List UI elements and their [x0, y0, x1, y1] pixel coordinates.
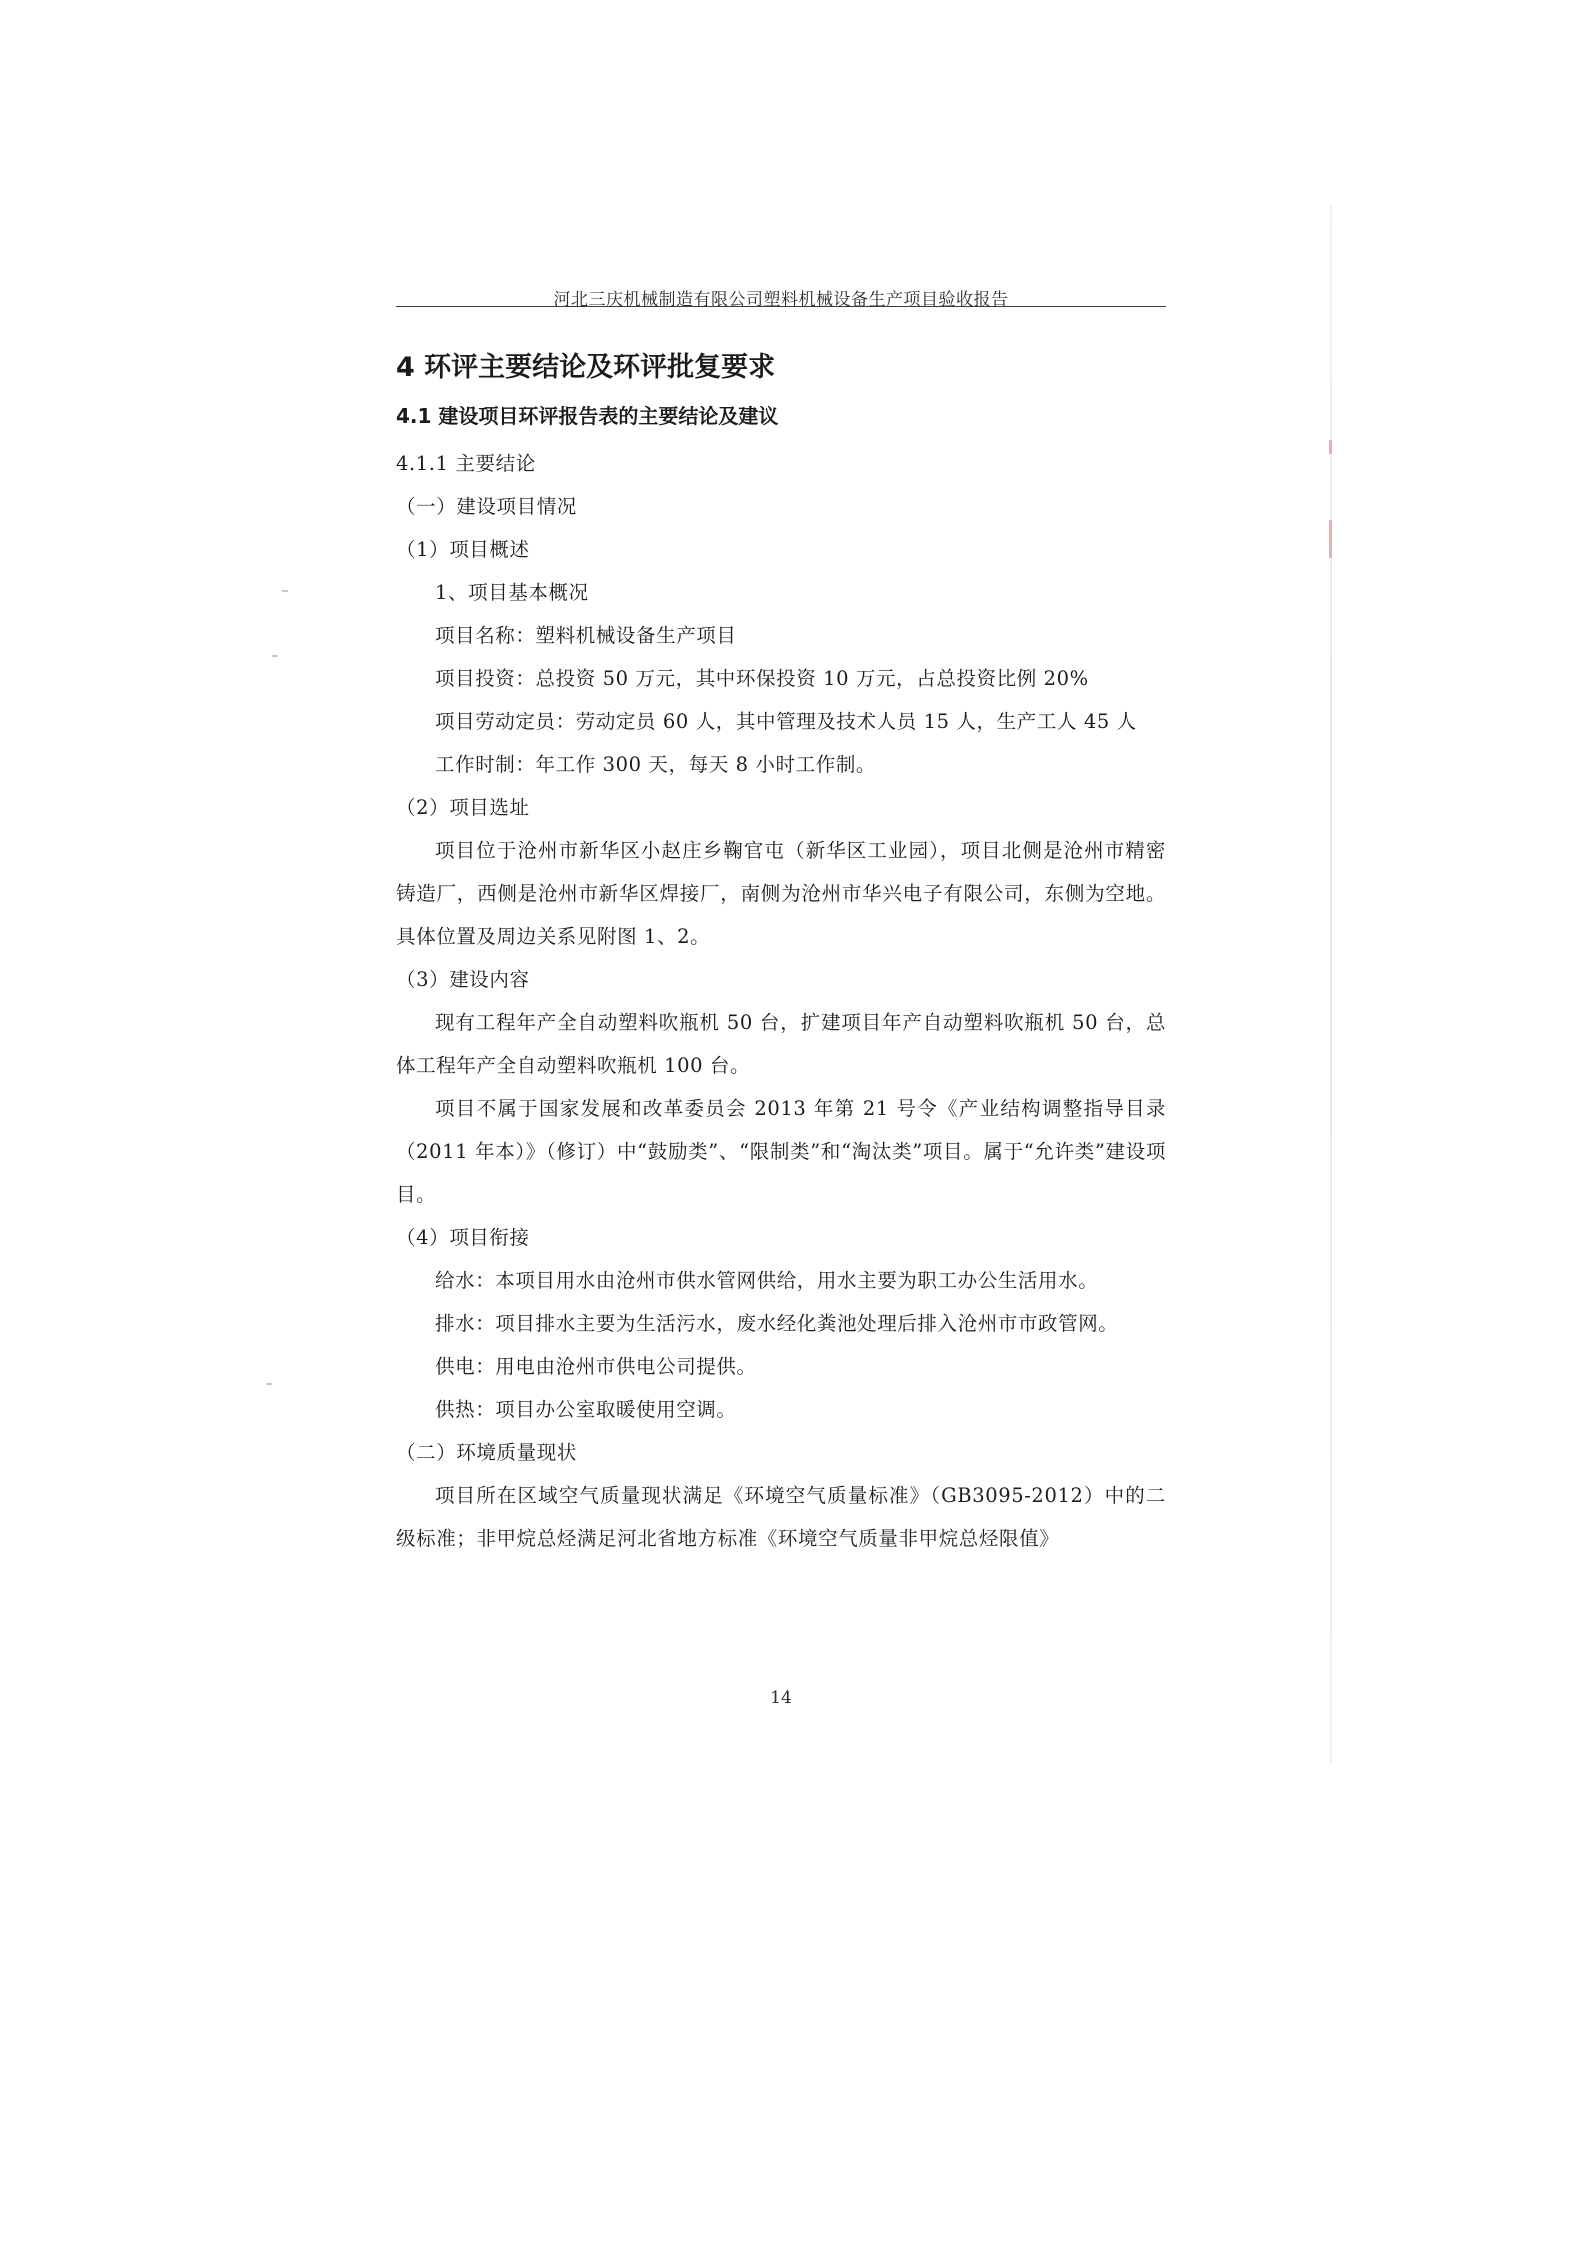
scan-mark	[1329, 440, 1332, 454]
project-name: 项目名称：塑料机械设备生产项目	[435, 624, 737, 647]
scan-speck	[266, 1383, 272, 1385]
item-subtitle: 1、项目基本概况	[435, 581, 589, 604]
section-title: 4.1 建设项目环评报告表的主要结论及建议	[396, 404, 779, 428]
construction-paragraph: 现有工程年产全自动塑料吹瓶机 50 台，扩建项目年产自动塑料吹瓶机 50 台，总体工程年产全自动塑料吹瓶机 100 台。	[396, 1011, 1166, 1077]
item-title: （1）项目概述	[396, 538, 530, 561]
item-title: （4）项目衔接	[396, 1226, 530, 1249]
subsection-title: 4.1.1 主要结论	[396, 452, 536, 475]
scan-mark	[1329, 520, 1332, 558]
env-quality-paragraph: 项目所在区域空气质量现状满足《环境空气质量标准》（GB3095-2012）中的二级标准；非甲烷总烃满足河北省地方标准《环境空气质量非甲烷总烃限值》	[396, 1484, 1166, 1550]
work-schedule: 工作时制：年工作 300 天，每天 8 小时工作制。	[435, 753, 877, 776]
location-paragraph: 项目位于沧州市新华区小赵庄乡鞠官屯（新华区工业园），项目北侧是沧州市精密铸造厂，西侧是沧州市新华区焊接厂，南侧为沧州市华兴电子有限公司，东侧为空地。具体位置及周边关系见附图 1、2。	[396, 839, 1166, 948]
item-title: （3）建设内容	[396, 968, 530, 991]
main-content	[396, 348, 1166, 1560]
header-rule	[396, 306, 1166, 307]
policy-paragraph: 项目不属于国家发展和改革委员会 2013 年第 21 号令《产业结构调整指导目录（2011 年本）》（修订）中“鼓励类”、“限制类”和“淘汰类”项目。属于“允许类”建设项目。	[396, 1097, 1166, 1206]
page-number: 14	[770, 1688, 792, 1708]
drainage: 排水：项目排水主要为生活污水，废水经化粪池处理后排入沧州市市政管网。	[435, 1312, 1119, 1335]
scan-speck	[272, 655, 278, 657]
project-investment: 项目投资：总投资 50 万元，其中环保投资 10 万元，占总投资比例 20%	[435, 667, 1089, 690]
scan-edge-shadow	[1330, 205, 1332, 1765]
scan-speck	[282, 590, 288, 592]
item-title: （2）项目选址	[396, 796, 530, 819]
heating: 供热：项目办公室取暖使用空调。	[435, 1398, 737, 1421]
water-supply: 给水：本项目用水由沧州市供水管网供给，用水主要为职工办公生活用水。	[435, 1269, 1099, 1292]
power-supply: 供电：用电由沧州市供电公司提供。	[435, 1355, 757, 1378]
project-staff: 项目劳动定员：劳动定员 60 人，其中管理及技术人员 15 人，生产工人 45 人	[435, 710, 1137, 733]
running-header: 河北三庆机械制造有限公司塑料机械设备生产项目验收报告	[553, 290, 1009, 310]
part-title: （一）建设项目情况	[396, 495, 577, 518]
part-title: （二）环境质量现状	[396, 1441, 577, 1464]
chapter-title: 4 环评主要结论及环评批复要求	[396, 352, 776, 383]
